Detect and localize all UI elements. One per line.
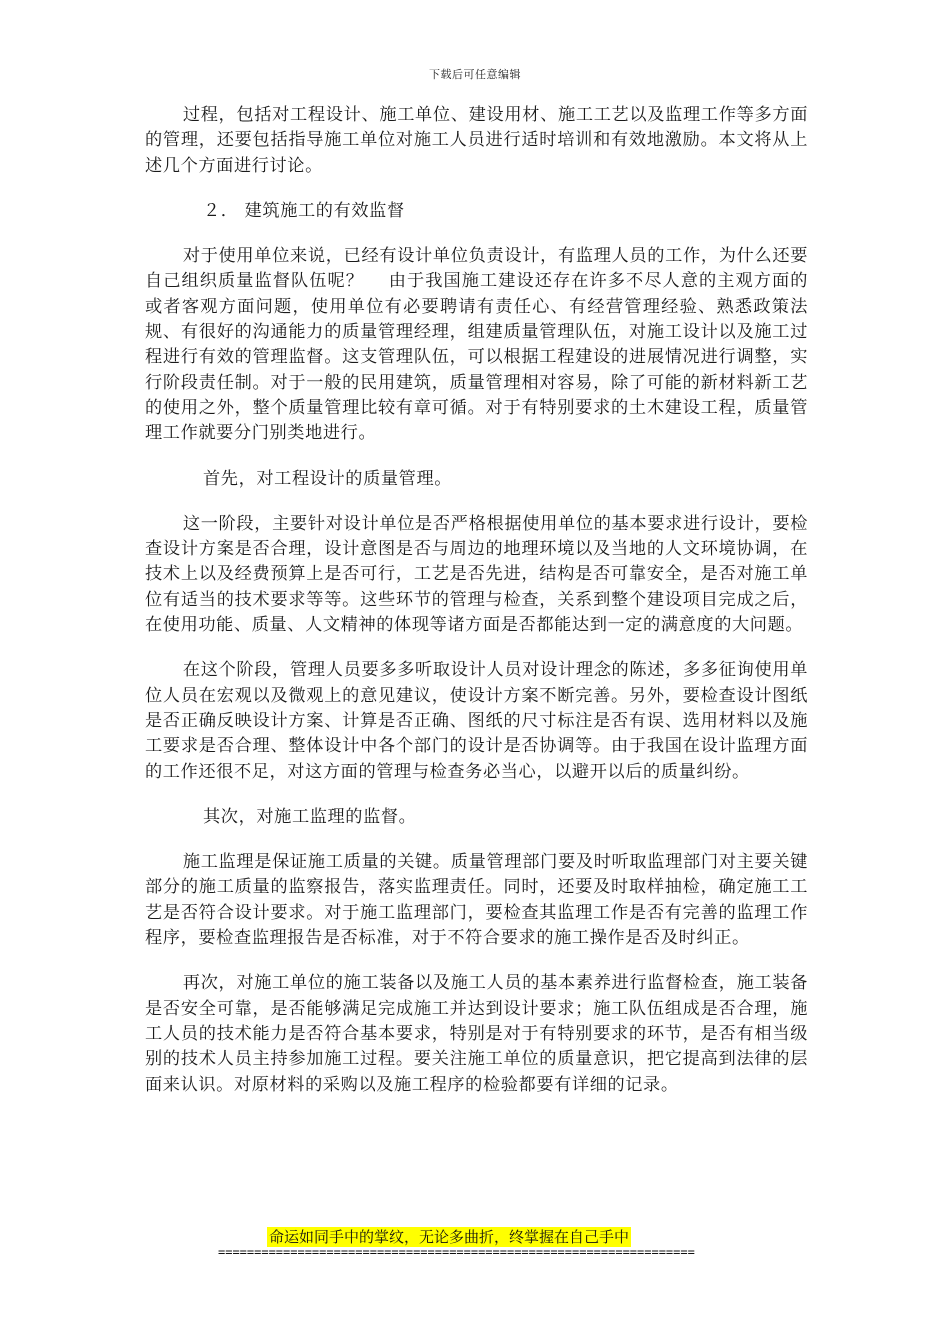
section-heading: ２． 建筑施工的有效监督 xyxy=(203,200,405,221)
subheading-design: 首先，对工程设计的质量管理。 xyxy=(203,468,453,489)
footer-divider: ================================================================== xyxy=(218,1245,695,1259)
page-header: 下载后可任意编辑 xyxy=(429,68,521,81)
footer-slogan: 命运如同手中的掌纹，无论多曲折，终掌握在自己手中 xyxy=(269,1228,630,1246)
paragraph-intro: 过程，包括对工程设计、施工单位、建设用材、施工工艺以及监理工作等多方面的管理，还要包括指导施工单位对施工人员进行适时培训和有效地激励。本文将从上述几个方面进行讨论。 xyxy=(145,105,808,176)
paragraph-why-supervision: 对于使用单位来说，已经有设计单位负责设计，有监理人员的工作，为什么还要自己组织质量监督队伍呢？ 由于我国施工建设还存在许多不尽人意的主观方面的或者客观方面问题，使用单位有必要聘请有责任心、有经营管理经验、熟悉政策法规、有很好的沟通能力的质量管理经理，组建质量管理队伍，对施工设计以及施工过程进行有效的管理监督。这支管理队伍，可以根据工程建设的进展情况进行调整，实行阶段责任制。对于一般的民用建筑，质量管理相对容易，除了可能的新材料新工艺的使用之外，整个质量管理比较有章可循。对于有特别要求的土木建设工程，质量管理工作就要分门别类地进行。 xyxy=(145,246,808,444)
paragraph-design-review: 在这个阶段，管理人员要多多听取设计人员对设计理念的陈述，多多征询使用单位人员在宏观以及微观上的意见建议，使设计方案不断完善。另外，要检查设计图纸是否正确反映设计方案、计算是否正确、图纸的尺寸标注是否有误、选用材料以及施工要求是否合理、整体设计中各个部门的设计是否协调等。由于我国在设计监理方面的工作还很不足，对这方面的管理与检查务必当心，以避开以后的质量纠纷。 xyxy=(145,660,808,782)
document-body xyxy=(145,103,808,1118)
paragraph-supervision: 施工监理是保证施工质量的关键。质量管理部门要及时听取监理部门对主要关键部分的施工质量的监察报告，落实监理责任。同时，还要及时取样抽检，确定施工工艺是否符合设计要求。对于施工监理部门，要检查其监理工作是否有完善的监理工作程序，要检查监理报告是否标准，对于不符合要求的施工操作是否及时纠正。 xyxy=(145,852,808,949)
subheading-supervision: 其次，对施工监理的监督。 xyxy=(203,806,417,827)
paragraph-equipment: 再次，对施工单位的施工装备以及施工人员的基本素养进行监督检查，施工装备是否安全可靠，是否能够满足完成施工并达到设计要求；施工队伍组成是否合理，施工人员的技术能力是否符合基本要求，特别是对于有特别要求的环节，是否有相当级别的技术人员主持参加施工过程。要关注施工单位的质量意识，把它提高到法律的层面来认识。对原材料的采购以及施工程序的检验都要有详细的记录。 xyxy=(145,973,808,1095)
paragraph-design-stage: 这一阶段，主要针对设计单位是否严格根据使用单位的基本要求进行设计，要检查设计方案是否合理，设计意图是否与周边的地理环境以及当地的人文环境协调，在技术上以及经费预算上是否可行，工艺是否先进，结构是否可靠安全，是否对施工单位有适当的技术要求等等。这些环节的管理与检查，关系到整个建设项目完成之后，在使用功能、质量、人文精神的体现等诸方面是否都能达到一定的满意度的大问题。 xyxy=(145,513,808,636)
